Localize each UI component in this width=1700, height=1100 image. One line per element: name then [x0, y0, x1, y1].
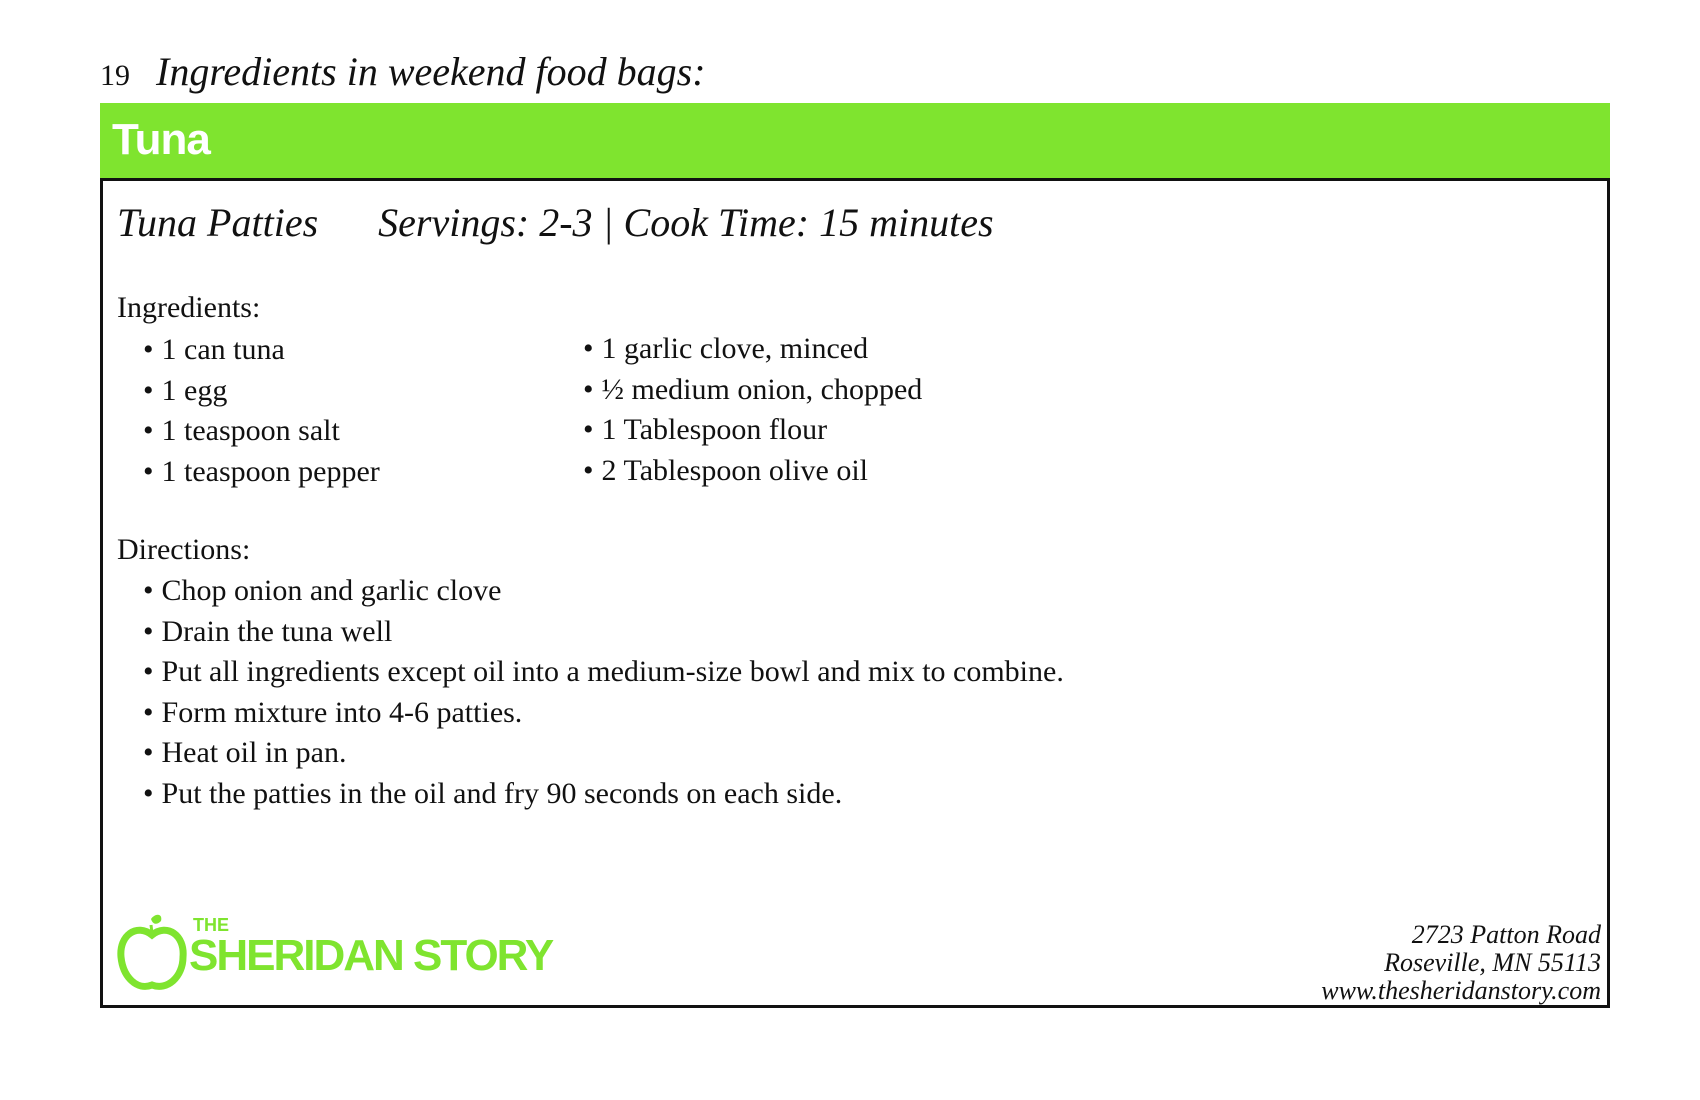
recipe-meta: Servings: 2-3 | Cook Time: 15 minutes — [378, 200, 994, 245]
list-item: • 1 garlic clove, minced — [583, 329, 922, 370]
logo-name: SHERIDAN STORY — [189, 931, 553, 980]
ingredients-list-right — [583, 329, 922, 491]
apple-icon — [117, 911, 189, 995]
list-item: • Form mixture into 4-6 patties. — [143, 693, 1064, 734]
list-item: • ½ medium onion, chopped — [583, 370, 922, 411]
recipe-name: Tuna Patties — [117, 200, 319, 245]
category-banner — [100, 103, 1610, 181]
address-city: Roseville, MN 55113 — [1384, 948, 1601, 977]
recipe-title-line — [117, 199, 994, 246]
list-item: • Drain the tuna well — [143, 612, 1064, 653]
address-block — [1321, 921, 1601, 1005]
list-item: • 2 Tablespoon olive oil — [583, 451, 922, 492]
category-title: Tuna — [112, 115, 210, 164]
page-heading: Ingredients in weekend food bags: — [156, 49, 706, 94]
recipe-card — [100, 181, 1610, 1008]
address-street: 2723 Patton Road — [1411, 920, 1601, 949]
list-item: • 1 egg — [143, 371, 380, 412]
list-item: • 1 teaspoon salt — [143, 411, 380, 452]
page-header — [100, 48, 706, 98]
list-item: • 1 teaspoon pepper — [143, 452, 380, 493]
directions-label: Directions: — [117, 533, 251, 566]
list-item: • 1 Tablespoon flour — [583, 410, 922, 451]
list-item: • Chop onion and garlic clove — [143, 571, 1064, 612]
website-text: www.thesheridanstory.com — [1321, 976, 1601, 1005]
list-item: • 1 can tuna — [143, 330, 380, 371]
directions-list — [143, 571, 1064, 814]
list-item: • Put all ingredients except oil into a medium-size bowl and mix to combine. — [143, 652, 1064, 693]
ingredients-list-left — [143, 330, 380, 492]
sheridan-story-logo — [117, 911, 587, 995]
logo-the: THE — [193, 915, 229, 935]
page-number: 19 — [100, 59, 130, 92]
list-item: • Heat oil in pan. — [143, 733, 1064, 774]
list-item: • Put the patties in the oil and fry 90 seconds on each side. — [143, 774, 1064, 815]
ingredients-label: Ingredients: — [117, 291, 261, 324]
